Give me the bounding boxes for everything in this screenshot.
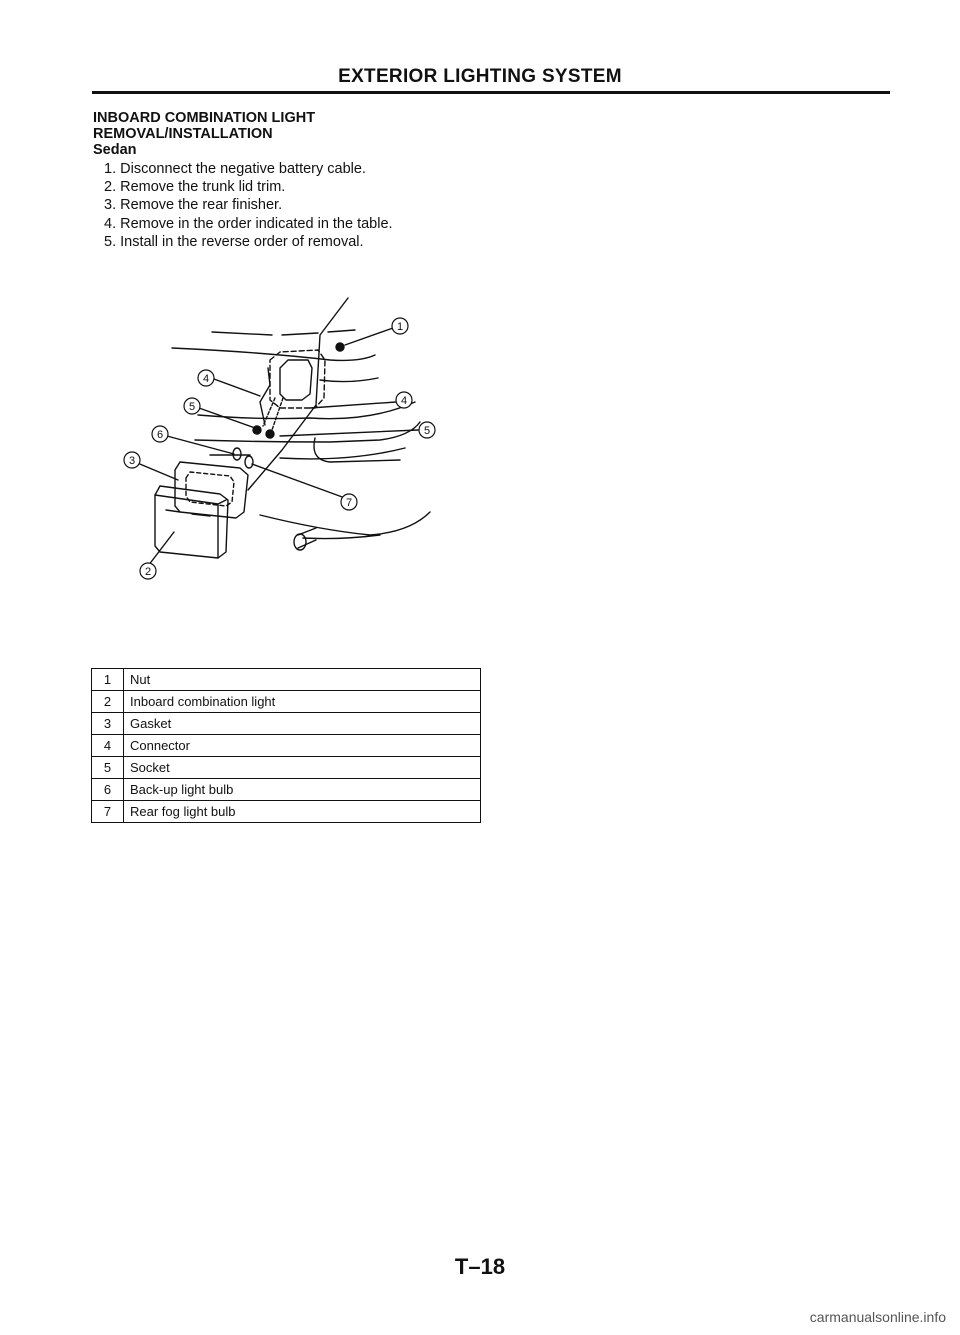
step-item: 5. Install in the reverse order of removal. [104, 233, 364, 250]
section-subheading: REMOVAL/INSTALLATION [93, 126, 273, 142]
exploded-view-diagram [120, 290, 460, 590]
watermark-text[interactable]: carmanualsonline.info [809, 1309, 946, 1325]
part-number: 1 [92, 669, 124, 691]
section-heading: INBOARD COMBINATION LIGHT [93, 110, 316, 126]
procedure-steps [104, 160, 393, 251]
table-row [92, 713, 481, 735]
part-name: Gasket [124, 713, 481, 735]
table-row [92, 757, 481, 779]
table-row [92, 669, 481, 691]
part-number: 4 [92, 735, 124, 757]
part-name: Nut [124, 669, 481, 691]
part-number: 2 [92, 691, 124, 713]
part-number: 3 [92, 713, 124, 735]
part-number: 5 [92, 757, 124, 779]
callout-label: 5 [423, 425, 431, 437]
step-item: 4. Remove in the order indicated in the table. [104, 215, 393, 232]
part-name: Socket [124, 757, 481, 779]
page-number: T–18 [454, 1254, 506, 1279]
table-row [92, 735, 481, 757]
callout-label: 5 [188, 401, 196, 413]
part-name: Rear fog light bulb [124, 801, 481, 823]
table-row [92, 779, 481, 801]
callout-label: 7 [345, 497, 353, 509]
part-number: 6 [92, 779, 124, 801]
callout-label: 3 [128, 455, 136, 467]
step-item: 1. Disconnect the negative battery cable. [104, 161, 366, 177]
part-name: Connector [124, 735, 481, 757]
callout-label: 1 [396, 321, 404, 333]
part-name: Back-up light bulb [124, 779, 481, 801]
callout-label: 4 [400, 395, 408, 407]
title-rule [92, 91, 890, 94]
callout-label: 4 [202, 373, 210, 385]
part-name: Inboard combination light [124, 691, 481, 713]
step-item: 2. Remove the trunk lid trim. [104, 179, 286, 196]
table-row [92, 801, 481, 823]
table-row [92, 691, 481, 713]
callout-label: 2 [144, 566, 152, 578]
part-number: 7 [92, 801, 124, 823]
callout-label: 6 [156, 429, 164, 441]
parts-table [91, 668, 481, 823]
section-variant: Sedan [93, 142, 137, 158]
page-title: EXTERIOR LIGHTING SYSTEM [338, 66, 622, 87]
step-item: 3. Remove the rear finisher. [104, 197, 283, 214]
